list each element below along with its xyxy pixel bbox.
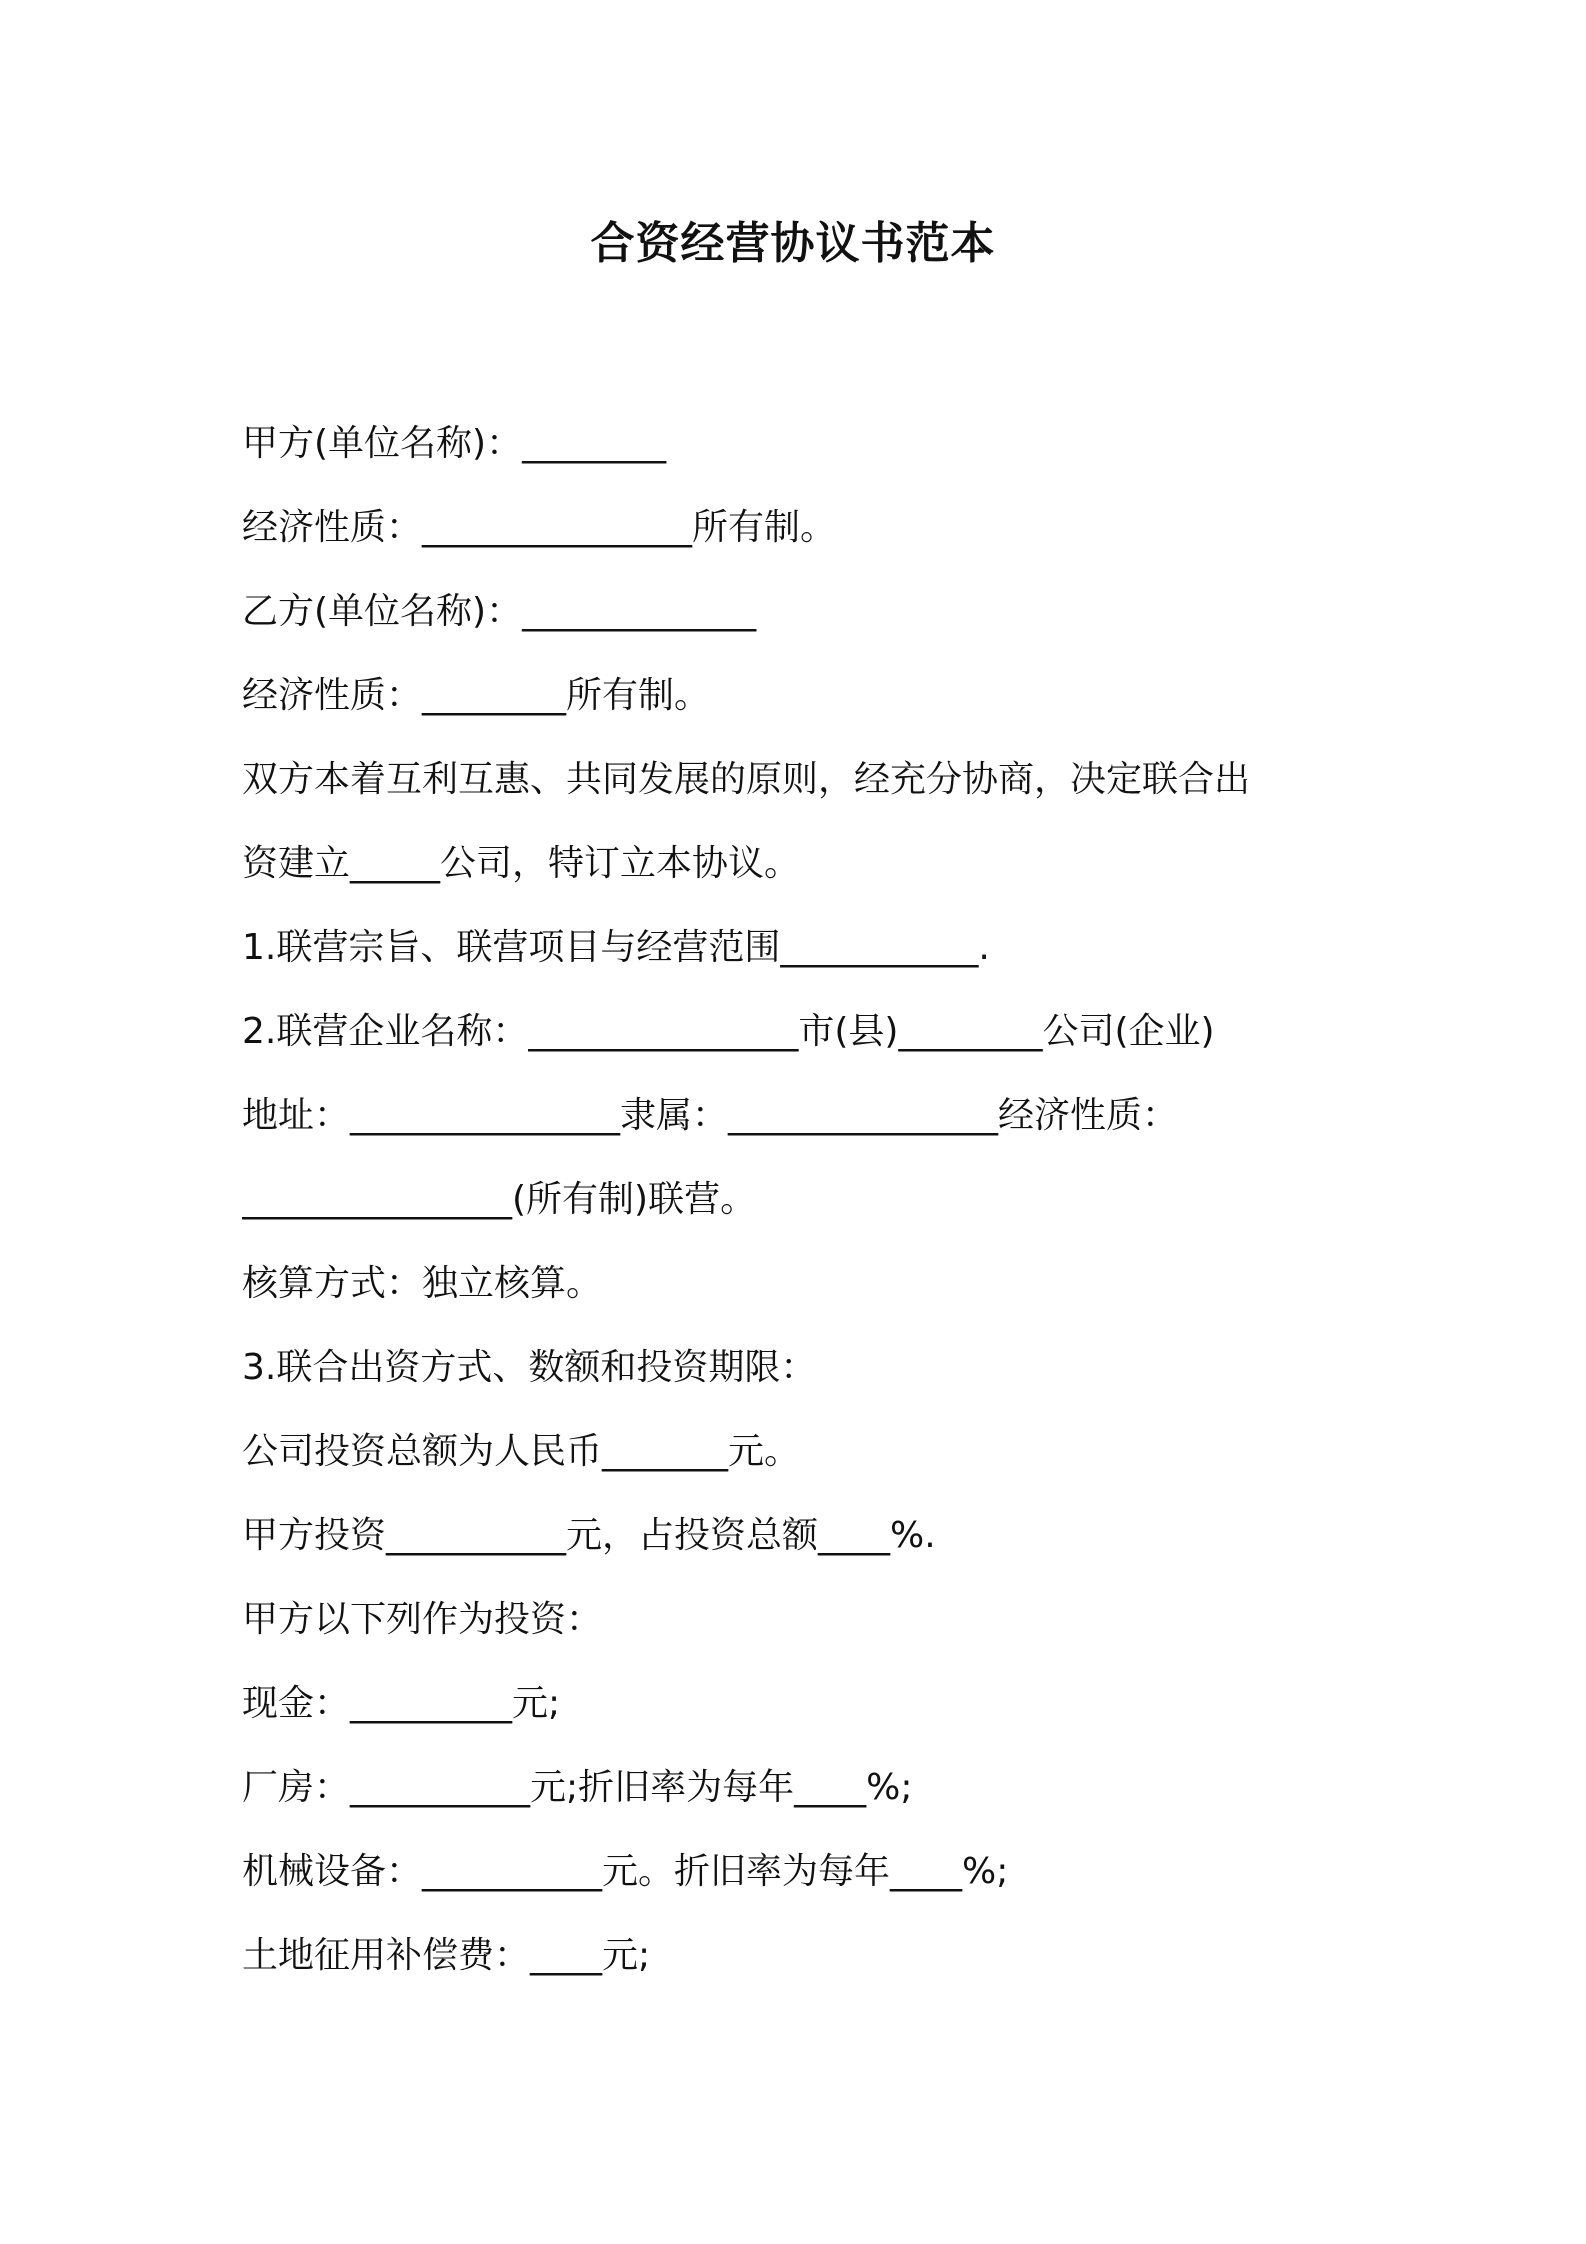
text-line: 厂房：__________元;折旧率为每年____%; <box>242 1767 913 1808</box>
text-line: 双方本着互利互惠、共同发展的原则，经充分协商，决定联合出 <box>242 759 1251 800</box>
text-line: 甲方投资__________元，占投资总额____%. <box>242 1515 936 1556</box>
text-line: 核算方式：独立核算。 <box>242 1263 603 1304</box>
text-line: 公司投资总额为人民币_______元。 <box>242 1431 801 1472</box>
text-line: 机械设备：__________元。折旧率为每年____%; <box>242 1851 1009 1892</box>
text-line: 经济性质：________所有制。 <box>242 675 711 716</box>
text-line: 1.联营宗旨、联营项目与经营范围___________. <box>242 927 990 968</box>
text-line: 土地征用补偿费：____元; <box>242 1935 651 1976</box>
text-line: 3.联合出资方式、数额和投资期限： <box>242 1347 817 1388</box>
text-line: 现金：_________元; <box>242 1683 561 1724</box>
text-line: 甲方(单位名称)：________ <box>242 423 667 464</box>
document-title: 合资经营协议书范本 <box>590 218 996 269</box>
text-line: _______________(所有制)联营。 <box>242 1179 757 1220</box>
text-line: 乙方(单位名称)：_____________ <box>242 591 757 632</box>
text-line: 2.联营企业名称：_______________市(县)________公司(企业) <box>242 1011 1215 1052</box>
text-line: 地址：_______________隶属：_______________经济性质： <box>242 1095 1179 1136</box>
document-body <box>242 402 1352 1998</box>
text-line: 经济性质：_______________所有制。 <box>242 507 837 548</box>
text-line: 甲方以下列作为投资： <box>242 1599 603 1640</box>
text-line: 资建立_____公司，特订立本协议。 <box>242 843 801 884</box>
